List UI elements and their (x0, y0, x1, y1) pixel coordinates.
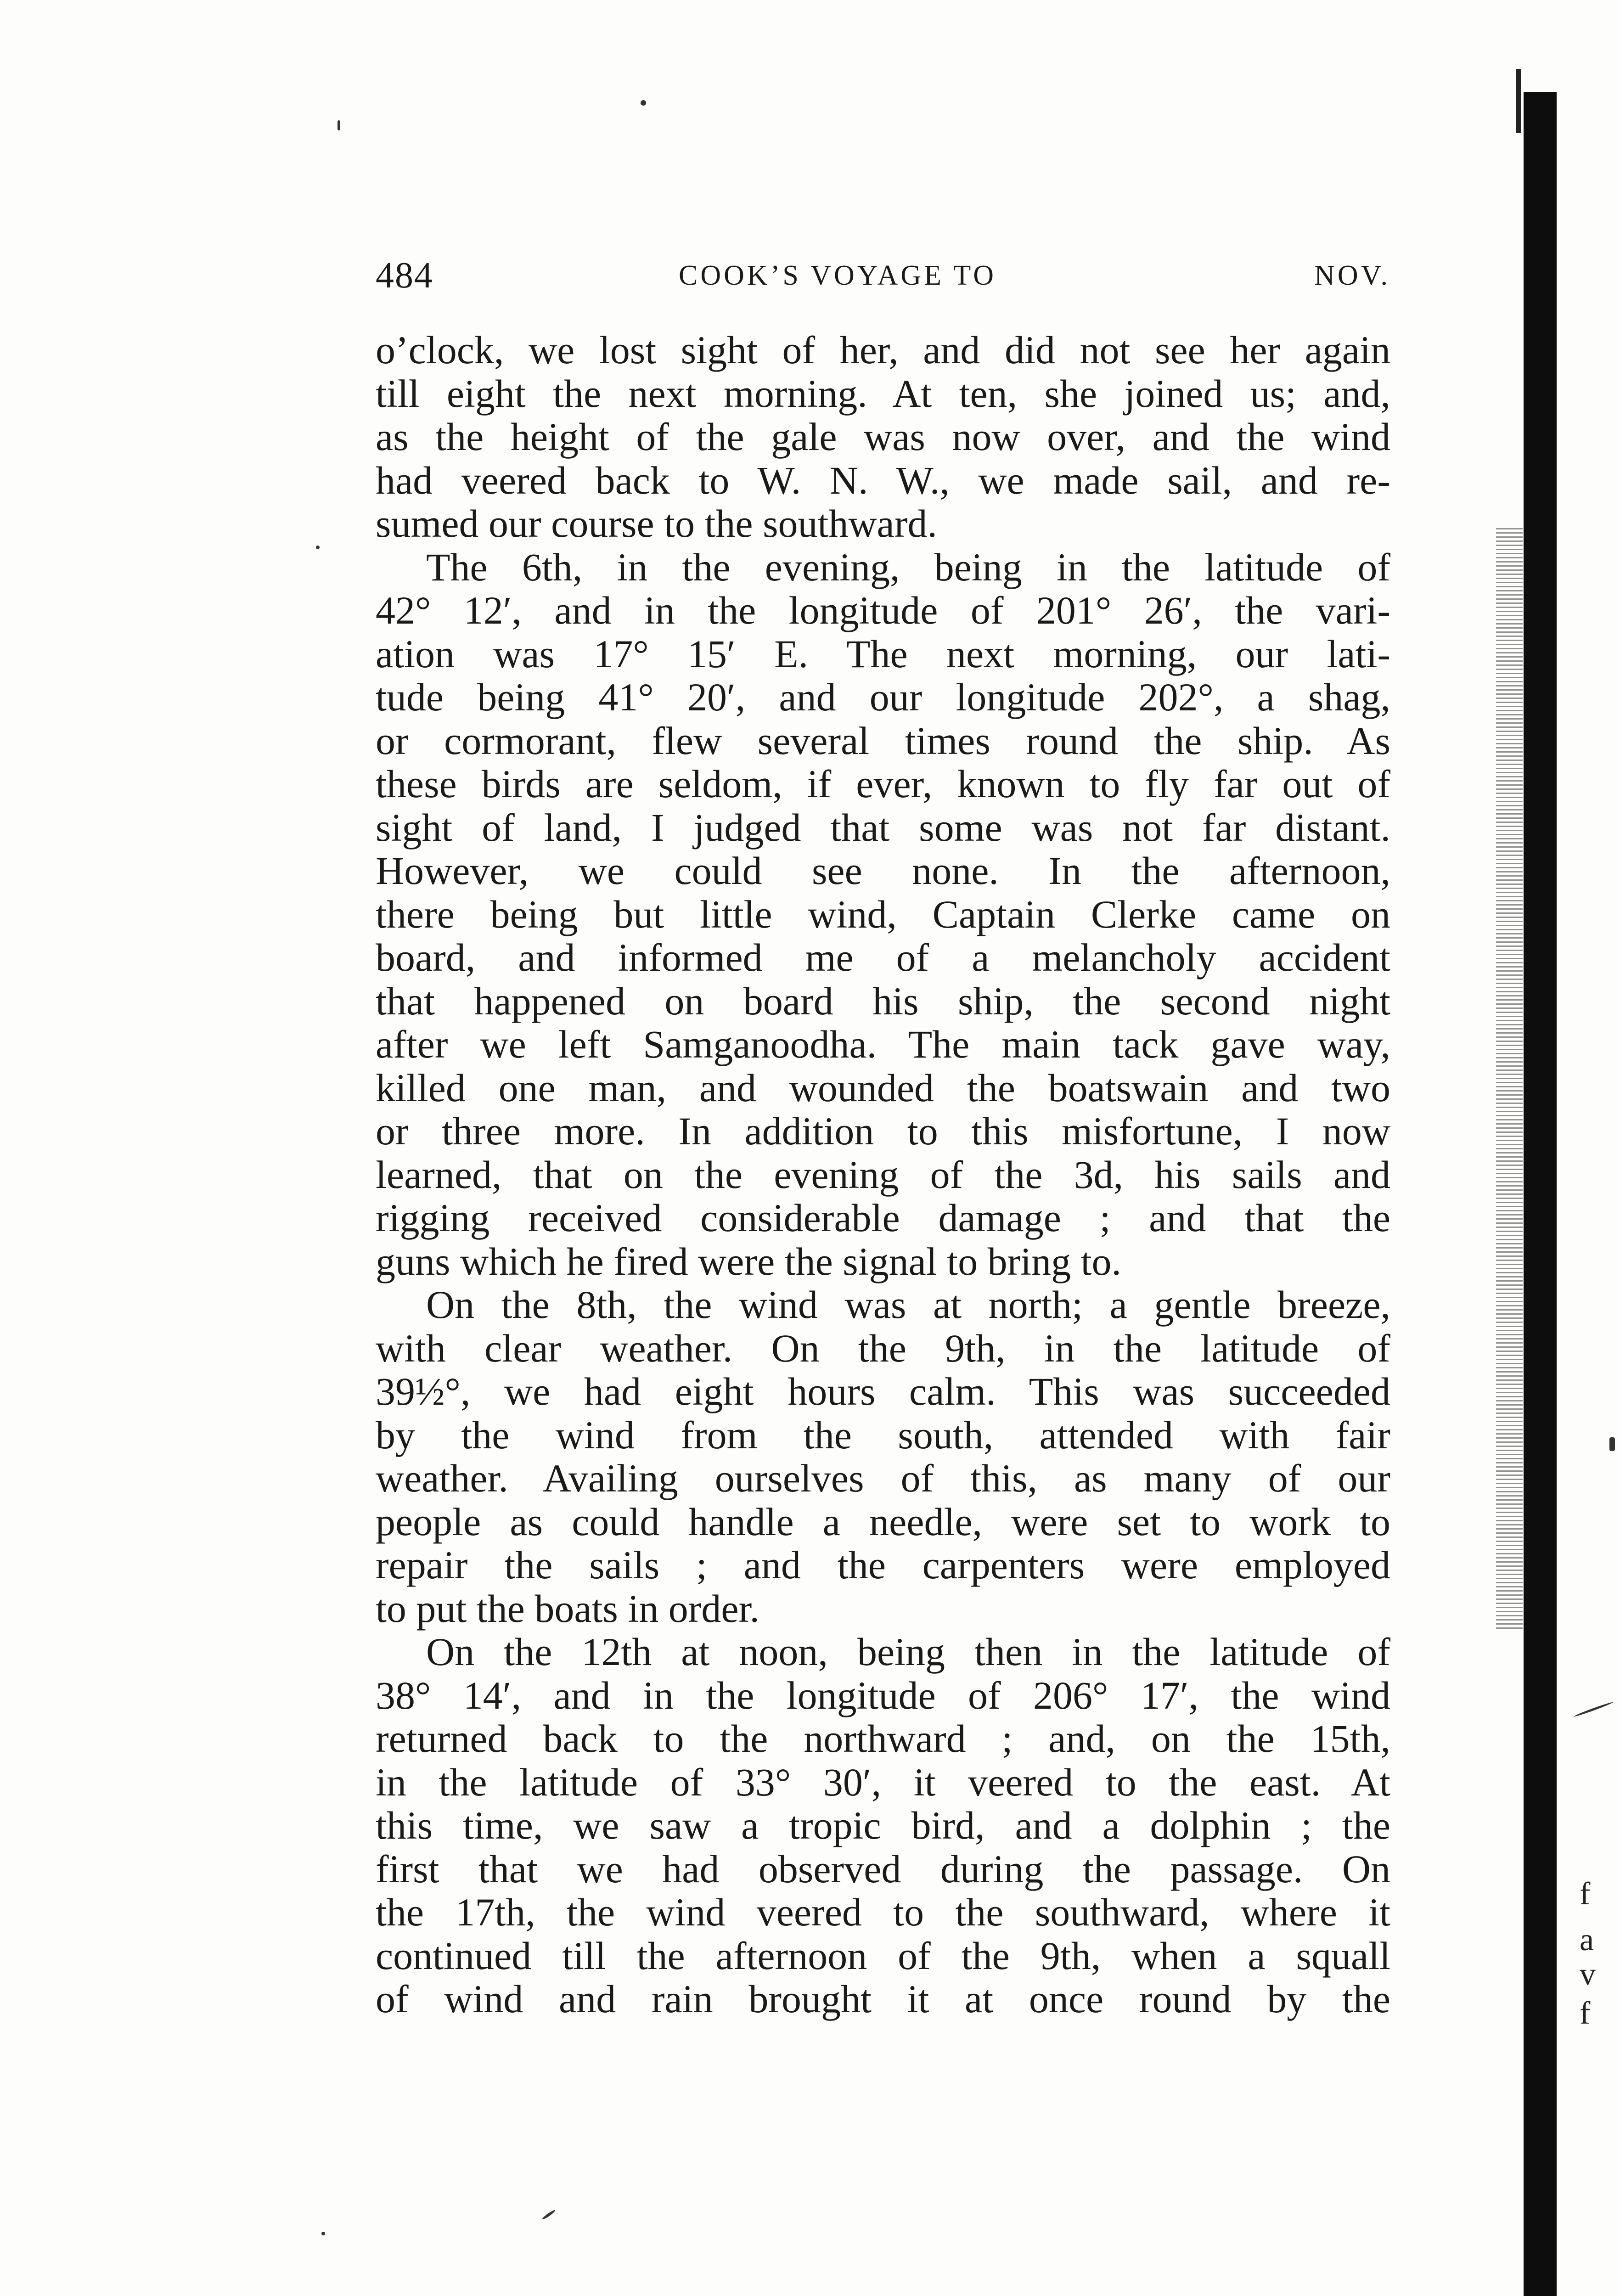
text-line: had veered back to W. N. W., we made sail, and re- (376, 458, 1390, 502)
text-line: weather. Availing ourselves of this, as many of our (376, 1456, 1390, 1500)
text-line: in the latitude of 33° 30′, it veered to the east. At (376, 1760, 1390, 1804)
running-header (376, 255, 1390, 296)
text-line: that happened on board his ship, the second night (376, 979, 1390, 1023)
page-number: 484 (376, 255, 433, 296)
text-line: these birds are seldom, if ever, known to fly far out of (376, 762, 1390, 806)
margin-speck (641, 100, 646, 106)
margin-speck (338, 120, 340, 130)
text-line: o’clock, we lost sight of her, and did not see her again (376, 328, 1390, 372)
text-line: However, we could see none. In the afternoon, (376, 849, 1390, 893)
facing-page-fragment: f (1580, 1876, 1591, 1912)
text-line: as the height of the gale was now over, and the wind (376, 415, 1390, 459)
text-line: after we left Samganoodha. The main tack gave way, (376, 1022, 1390, 1066)
facing-page-fragment: f (1580, 1996, 1591, 2031)
text-line: first that we had observed during the passage. On (376, 1846, 1390, 1891)
binding-shadow (1496, 528, 1523, 1630)
text-line: killed one man, and wounded the boatswain and two (376, 1065, 1390, 1110)
binding-edge (1524, 92, 1557, 2296)
text-line: ation was 17° 15′ E. The next morning, our lati- (376, 631, 1390, 676)
paragraph-start-line: On the 8th, the wind was at north; a gentle breeze, (426, 1283, 1390, 1327)
paragraph-start-line: On the 12th at noon, being then in the latitude of (426, 1630, 1390, 1674)
text-line: or cormorant, flew several times round the ship. As (376, 718, 1390, 763)
text-line: repair the sails ; and the carpenters were employed (376, 1543, 1390, 1587)
text-line: people as could handle a needle, were set to work to (376, 1499, 1390, 1544)
text-line: till eight the next morning. At ten, she joined us; and, (376, 371, 1390, 416)
margin-speck (321, 2232, 325, 2235)
text-line: returned back to the northward ; and, on the 15th, (376, 1716, 1390, 1761)
text-line: rigging received considerable damage ; and that the (376, 1196, 1390, 1240)
text-line: by the wind from the south, attended with fair (376, 1412, 1390, 1457)
paragraph-start-line: The 6th, in the evening, being in the latitude of (426, 545, 1390, 589)
margin-speck (541, 2209, 556, 2220)
facing-page-fragment: v (1580, 1957, 1596, 1992)
binding-edge-thin (1516, 69, 1521, 133)
text-line: tude being 41° 20′, and our longitude 202°, a shag, (376, 675, 1390, 719)
running-header-month: NOV. (1314, 260, 1390, 291)
text-line: the 17th, the wind veered to the southward, where it (376, 1890, 1390, 1934)
facing-page-fragment: a (1580, 1922, 1594, 1958)
margin-speck (316, 546, 320, 549)
text-line: 39½°, we had eight hours calm. This was succeeded (376, 1369, 1390, 1413)
text-line: sumed our course to the southward. (376, 501, 937, 546)
text-line: or three more. In addition to this misfortune, I now (376, 1109, 1390, 1153)
text-line: continued till the afternoon of the 9th, when a squall (376, 1933, 1390, 1978)
margin-speck (1574, 1701, 1613, 1717)
running-title: COOK’S VOYAGE TO (679, 260, 996, 291)
text-line: sight of land, I judged that some was not far distant. (376, 805, 1390, 850)
text-line: this time, we saw a tropic bird, and a dolphin ; the (376, 1803, 1390, 1847)
text-line: guns which he fired were the signal to bring to. (376, 1239, 1122, 1283)
text-line: there being but little wind, Captain Clerke came on (376, 892, 1390, 936)
margin-speck (1609, 1437, 1615, 1451)
text-line: 38° 14′, and in the longitude of 206° 17′, the wind (376, 1673, 1390, 1717)
text-line: learned, that on the evening of the 3d, his sails and (376, 1152, 1390, 1197)
text-line: board, and informed me of a melancholy accident (376, 935, 1390, 979)
text-line: 42° 12′, and in the longitude of 201° 26′, the vari- (376, 588, 1390, 632)
text-line: to put the boats in order. (376, 1586, 759, 1631)
text-line: of wind and rain brought it at once round by the (376, 1977, 1390, 2021)
body-text (376, 328, 1390, 2021)
text-line: with clear weather. On the 9th, in the latitude of (376, 1326, 1390, 1370)
